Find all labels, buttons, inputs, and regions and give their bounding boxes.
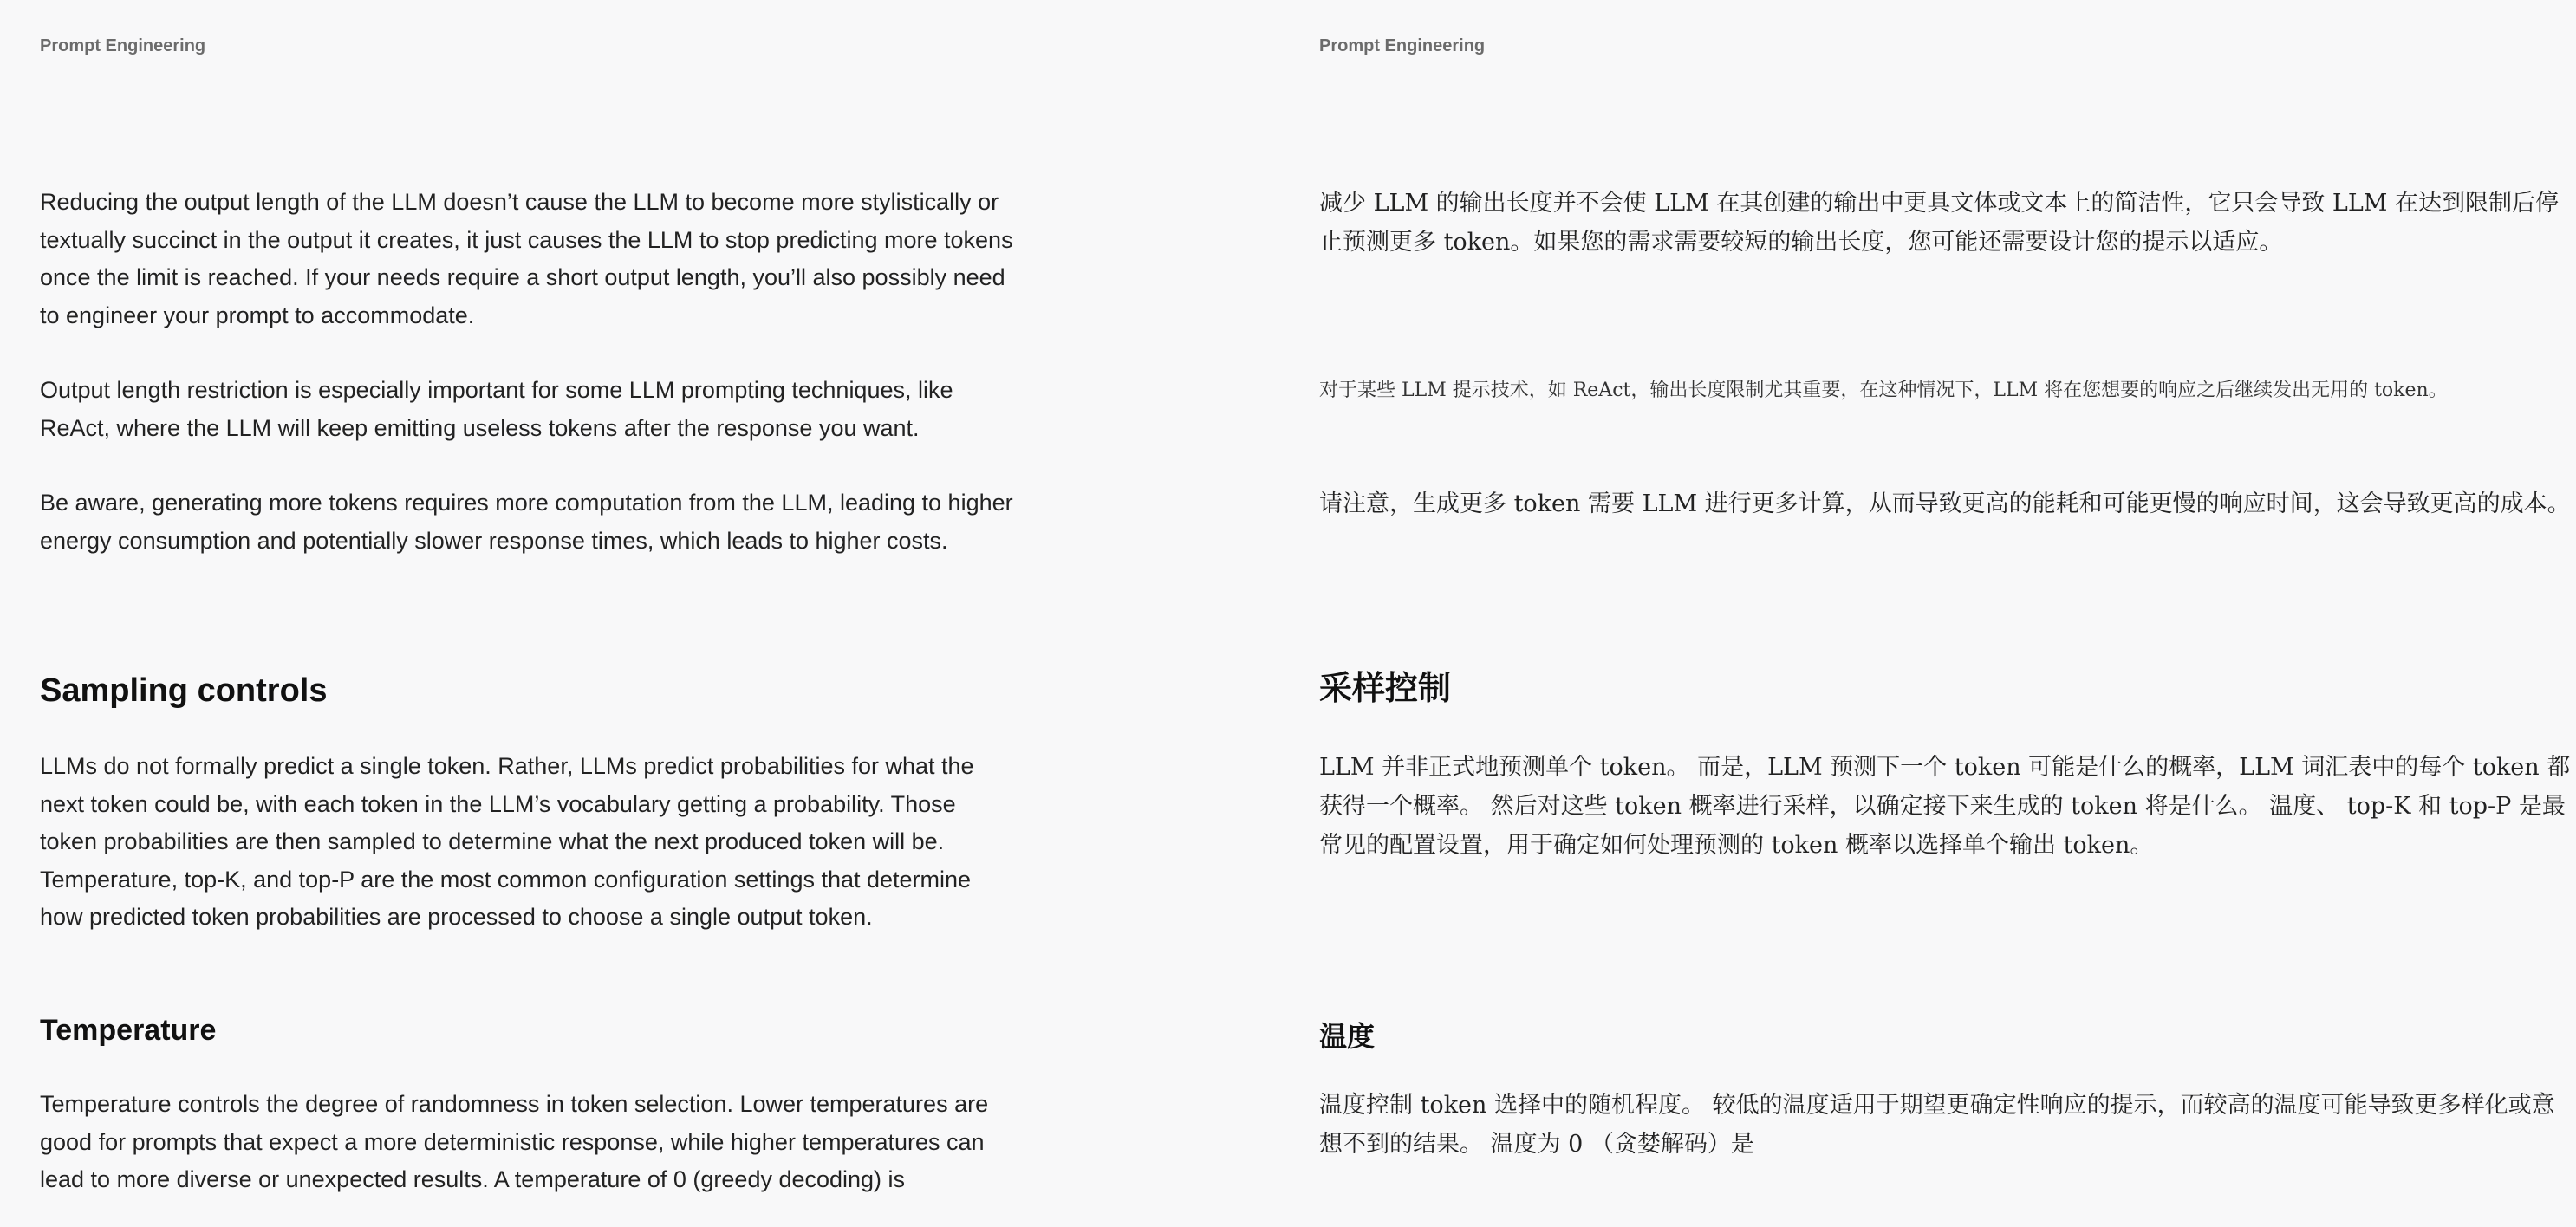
paragraph-output-length: Reducing the output length of the LLM doesn’t cause the LLM to become more stylistically or textually succinct in the output it creates, it just causes the LLM to stop predicting more tokens once the limit is reached. If your needs require a short output length, you’ll also possibly need to engineer your prompt to accommodate. <box>40 189 1013 328</box>
english-page <box>0 0 1155 1227</box>
paragraph-react: Output length restriction is especially important for some LLM prompting techniques, like ReAct, where the LLM will keep emitting useless tokens after the response you want. <box>40 377 953 441</box>
paragraph-computation: Be aware, generating more tokens requires more computation from the LLM, leading to higher energy consumption and potentially slower response times, which leads to higher costs. <box>40 490 1013 554</box>
heading-temperature: Temperature <box>40 1014 217 1047</box>
running-header: Prompt Engineering <box>40 36 206 55</box>
chinese-page <box>1155 0 2571 1227</box>
paragraph-computation-zh: 请注意，生成更多 token 需要 LLM 进行更多计算，从而导致更高的能耗和可能更慢的响应时间，这会导致更高的成本。 <box>1319 490 2571 517</box>
paragraph-temperature-zh: 温度控制 token 选择中的随机程度。 较低的温度适用于期望更确定性响应的提示，而较高的温度可能导致更多样化或意想不到的结果。 温度为 0 （贪婪解码）是 <box>1319 1092 2555 1158</box>
paragraph-output-length-zh: 减少 LLM 的输出长度并不会使 LLM 在其创建的输出中更具文体或文本上的简洁性，它只会导致 LLM 在达到限制后停止预测更多 token。如果您的需求需要较短的输出长度，您可能还需要设计您的提示以适应。 <box>1319 190 2560 256</box>
running-header: Prompt Engineering <box>1319 36 1486 55</box>
paragraph-sampling: LLMs do not formally predict a single token. Rather, LLMs predict probabilities for what the next token could be, with each token in the LLM’s vocabulary getting a probability. Those token probabilities are then sampled to determine what the next produced token will be. Temperature, top-K, and top-P are the most common configuration settings that determine how predicted token probabilities are processed to choose a single output token. <box>40 753 974 930</box>
heading-sampling-controls: Sampling controls <box>40 672 328 709</box>
heading-temperature-zh: 温度 <box>1319 1020 1376 1053</box>
heading-sampling-controls-zh: 采样控制 <box>1319 668 1452 707</box>
paragraph-react-zh: 对于某些 LLM 提示技术，如 ReAct，输出长度限制尤其重要，在这种情况下，LLM 将在您想要的响应之后继续发出无用的 token。 <box>1319 380 2448 401</box>
paragraph-sampling-zh: LLM 并非正式地预测单个 token。 而是，LLM 预测下一个 token 可能是什么的概率，LLM 词汇表中的每个 token 都获得一个概率。 然后对这些 token 概率进行采样，以确定接下来生成的 token 将是什么。 温度、 top-K 和 top-P 是最常见的配置设置，用于确定如何处理预测的 token 概率以选择单个输出 token。 <box>1319 754 2571 859</box>
paragraph-temperature: Temperature controls the degree of randomness in token selection. Lower temperatures are good for prompts that expect a more deterministic response, while higher temperatures can lead to more diverse or unexpected results. A temperature of 0 (greedy decoding) is <box>40 1091 989 1192</box>
